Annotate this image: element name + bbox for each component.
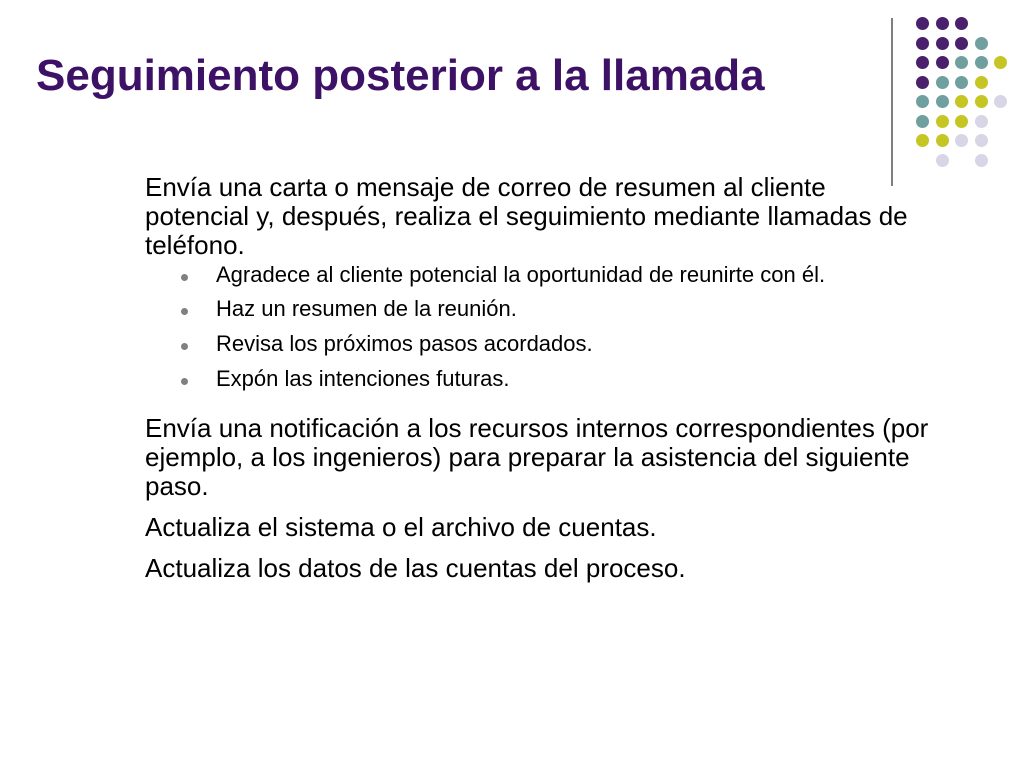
bullet-list xyxy=(145,262,915,392)
bullet-item xyxy=(145,262,915,288)
bullet-text: Agradece al cliente potencial la oportunidad de reunirte con él. xyxy=(216,262,826,287)
decor-dot xyxy=(975,37,988,50)
paragraph-update-accounts: Actualiza los datos de las cuentas del proceso. xyxy=(145,553,686,583)
decor-dot xyxy=(955,37,968,50)
decor-dot xyxy=(994,95,1007,108)
bullet-item xyxy=(145,366,915,392)
decor-dot xyxy=(975,76,988,89)
decor-dot xyxy=(916,134,929,147)
bullet-text: Haz un resumen de la reunión. xyxy=(216,296,517,321)
bullet-dot-icon xyxy=(181,274,188,281)
decor-dot xyxy=(916,17,929,30)
bullet-dot-icon xyxy=(181,378,188,385)
decor-dot xyxy=(936,37,949,50)
decor-dot xyxy=(975,56,988,69)
bullet-item xyxy=(145,296,915,322)
bullet-item xyxy=(145,331,915,357)
bullet-text: Expón las intenciones futuras. xyxy=(216,366,510,391)
decor-dot xyxy=(936,115,949,128)
paragraph-summary-letter: Envía una carta o mensaje de correo de resumen al cliente potencial y, después, realiza el seguimiento mediante llamadas de teléfono. xyxy=(145,172,908,260)
decor-dot xyxy=(975,115,988,128)
bullet-dot-icon xyxy=(181,308,188,315)
decor-dot xyxy=(955,56,968,69)
decor-dot xyxy=(916,95,929,108)
decor-dot xyxy=(936,95,949,108)
decor-dot xyxy=(975,134,988,147)
bullet-text: Revisa los próximos pasos acordados. xyxy=(216,331,593,356)
paragraph-internal-notification: Envía una notificación a los recursos internos correspondientes (por ejemplo, a los ingenieros) para preparar la asistencia del siguiente paso. xyxy=(145,413,929,501)
decor-dot xyxy=(916,76,929,89)
decor-dot xyxy=(994,56,1007,69)
decor-dot xyxy=(955,17,968,30)
decor-dot xyxy=(955,115,968,128)
decor-dot xyxy=(955,134,968,147)
decor-dot xyxy=(975,154,988,167)
paragraph-update-system: Actualiza el sistema o el archivo de cuentas. xyxy=(145,512,657,542)
decor-dot xyxy=(936,56,949,69)
decor-dot xyxy=(955,95,968,108)
slide-title: Seguimiento posterior a la llamada xyxy=(36,51,765,100)
decor-dot xyxy=(916,56,929,69)
decor-dot xyxy=(955,76,968,89)
decor-dot xyxy=(936,17,949,30)
bullet-dot-icon xyxy=(181,343,188,350)
decor-dot xyxy=(936,134,949,147)
decor-dot xyxy=(936,154,949,167)
decor-dot xyxy=(916,37,929,50)
slide-content xyxy=(145,173,935,583)
decor-dot xyxy=(975,95,988,108)
decor-dot xyxy=(936,76,949,89)
title-divider xyxy=(891,18,893,186)
decor-dot xyxy=(916,115,929,128)
